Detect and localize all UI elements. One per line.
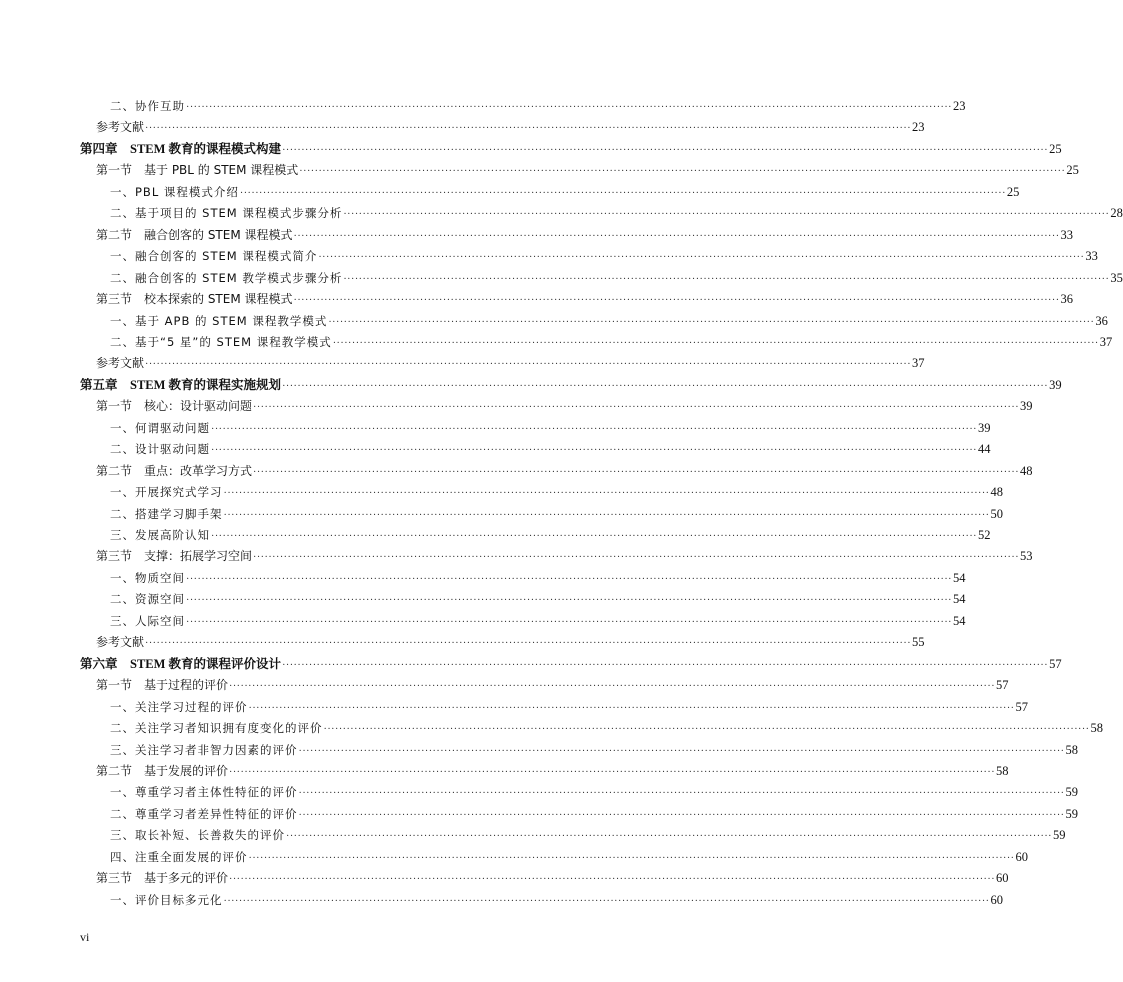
toc-entry-page: 48 bbox=[990, 485, 1004, 500]
toc-entry[interactable] bbox=[110, 203, 1123, 223]
dot-leader: ········································································································································································································ bbox=[186, 595, 953, 607]
dot-leader: ········································································································································································································ bbox=[293, 230, 1060, 242]
toc-entry-page: 39 bbox=[1020, 399, 1033, 414]
toc-entry-title: 四、注重全面发展的评价 bbox=[110, 849, 248, 864]
toc-entry-page: 39 bbox=[978, 420, 991, 435]
toc-entry-title: 第一节 核心：设计驱动问题 bbox=[96, 399, 253, 414]
toc-entry-title: 二、关注学习者知识拥有度变化的评价 bbox=[110, 721, 323, 736]
toc-entry[interactable] bbox=[110, 825, 1066, 845]
toc-entry-title: 二、尊重学习者差异性特征的评价 bbox=[110, 806, 298, 821]
dot-leader: ········································································································································································································ bbox=[229, 766, 996, 778]
toc-entry-page: 39 bbox=[1049, 377, 1062, 392]
toc-entry[interactable] bbox=[96, 461, 1033, 481]
toc-entry[interactable] bbox=[110, 182, 1020, 202]
toc-entry-page: 52 bbox=[978, 528, 991, 542]
toc-entry-title: 二、融合创客的 STEM 教学模式步骤分析 bbox=[110, 270, 343, 285]
toc-entry[interactable] bbox=[110, 246, 1098, 266]
toc-entry[interactable] bbox=[110, 847, 1029, 867]
toc-entry[interactable] bbox=[96, 396, 1033, 416]
dot-leader: ········································································································································································································ bbox=[145, 638, 912, 650]
toc-entry-page: 58 bbox=[1065, 742, 1079, 757]
toc-entry-title: 第三节 基于多元的评价 bbox=[96, 871, 229, 886]
toc-entry[interactable] bbox=[96, 761, 1009, 781]
dot-leader: ········································································································································································································ bbox=[332, 337, 1099, 349]
toc-entry-page: 35 bbox=[1110, 270, 1123, 285]
toc-entry[interactable] bbox=[110, 525, 991, 545]
dot-leader: ········································································································································································································ bbox=[253, 466, 1020, 478]
toc-entry-title: 二、资源空间 bbox=[110, 592, 185, 607]
toc-entry[interactable] bbox=[110, 96, 966, 116]
toc-entry-title: 第五章 STEM 教育的课程实施规划 bbox=[80, 377, 282, 392]
toc-entry-page: 37 bbox=[912, 356, 925, 371]
dot-leader: ········································································································································································································ bbox=[318, 252, 1085, 264]
dot-leader: ········································································································································································································ bbox=[343, 209, 1110, 221]
toc-entry[interactable] bbox=[110, 268, 1123, 288]
toc-entry[interactable] bbox=[96, 868, 1009, 888]
dot-leader: ········································································································································································································ bbox=[211, 423, 978, 435]
dot-leader: ········································································································································································································ bbox=[239, 187, 1006, 199]
dot-leader: ········································································································································································································ bbox=[229, 874, 996, 886]
dot-leader: ········································································································································································································ bbox=[282, 144, 1049, 156]
toc-entry-page: 33 bbox=[1060, 227, 1074, 242]
dot-leader: ········································································································································································································ bbox=[211, 445, 978, 457]
toc-entry-title: 三、发展高阶认知 bbox=[110, 528, 210, 542]
dot-leader: ········································································································································································································ bbox=[298, 788, 1065, 800]
toc-entry-title: 一、PBL 课程模式介绍 bbox=[110, 184, 239, 199]
toc-entry[interactable] bbox=[80, 375, 1062, 395]
toc-entry-page: 55 bbox=[912, 635, 925, 650]
toc-entry-page: 25 bbox=[1049, 141, 1062, 156]
toc-entry-title: 第三节 支撑：拓展学习空间 bbox=[96, 549, 253, 564]
toc-entry-page: 28 bbox=[1110, 206, 1123, 221]
toc-entry-title: 一、物质空间 bbox=[110, 570, 185, 585]
dot-leader: ········································································································································································································ bbox=[186, 616, 953, 628]
toc-entry-title: 二、基于“5 星”的 STEM 课程教学模式 bbox=[110, 334, 332, 349]
dot-leader: ········································································································································································································ bbox=[223, 509, 990, 521]
toc-entry-title: 参考文献 bbox=[96, 120, 145, 135]
dot-leader: ········································································································································································································ bbox=[248, 852, 1015, 864]
toc-entry[interactable] bbox=[110, 740, 1079, 760]
toc-entry[interactable] bbox=[110, 482, 1004, 502]
toc-entry-page: 23 bbox=[953, 99, 966, 113]
toc-entry-page: 53 bbox=[1020, 549, 1033, 564]
toc-entry-title: 一、开展探究式学习 bbox=[110, 485, 223, 500]
toc-entry[interactable] bbox=[110, 890, 1004, 910]
toc-entry[interactable] bbox=[96, 160, 1079, 180]
toc-entry-title: 一、尊重学习者主体性特征的评价 bbox=[110, 785, 298, 800]
toc-entry-page: 54 bbox=[953, 613, 966, 628]
dot-leader: ········································································································································································································ bbox=[229, 681, 996, 693]
toc-entry-page: 37 bbox=[1099, 334, 1113, 349]
dot-leader: ········································································································································································································ bbox=[343, 273, 1110, 285]
dot-leader: ········································································································································································································ bbox=[211, 531, 978, 542]
toc-entry-page: 59 bbox=[1053, 828, 1066, 843]
toc-entry-title: 第六章 STEM 教育的课程评价设计 bbox=[80, 656, 282, 671]
toc-entry[interactable] bbox=[110, 568, 966, 588]
toc-entry[interactable] bbox=[110, 611, 966, 631]
toc-entry-page: 50 bbox=[990, 506, 1004, 521]
toc-entry[interactable] bbox=[110, 718, 1104, 738]
toc-entry-title: 一、基于 APB 的 STEM 课程教学模式 bbox=[110, 313, 328, 328]
toc-entry-page: 44 bbox=[978, 442, 991, 457]
dot-leader: ········································································································································································································ bbox=[223, 895, 990, 907]
toc-entry-title: 第二节 融合创客的 STEM 课程模式 bbox=[96, 227, 293, 242]
toc-entry[interactable] bbox=[110, 311, 1108, 331]
dot-leader: ········································································································································································································ bbox=[298, 809, 1065, 821]
toc-entry-page: 54 bbox=[953, 592, 966, 607]
toc-entry-page: 60 bbox=[1015, 849, 1029, 864]
toc-entry[interactable] bbox=[110, 332, 1113, 352]
toc-entry[interactable] bbox=[110, 697, 1029, 717]
toc-entry-page: 58 bbox=[1090, 721, 1104, 736]
toc-entry-page: 54 bbox=[953, 570, 966, 585]
dot-leader: ········································································································································································································ bbox=[248, 702, 1015, 714]
dot-leader: ········································································································································································································ bbox=[253, 402, 1020, 414]
toc-entry-page: 60 bbox=[996, 871, 1009, 886]
toc-entry[interactable] bbox=[96, 225, 1074, 245]
dot-leader: ········································································································································································································ bbox=[293, 295, 1060, 307]
dot-leader: ········································································································································································································ bbox=[186, 573, 953, 585]
dot-leader: ········································································································································································································ bbox=[253, 552, 1020, 564]
toc-entry[interactable] bbox=[80, 139, 1062, 159]
toc-entry-title: 三、人际空间 bbox=[110, 613, 185, 628]
toc-entry-title: 二、搭建学习脚手架 bbox=[110, 506, 223, 521]
dot-leader: ········································································································································································································ bbox=[145, 123, 912, 135]
toc-entry-title: 二、基于项目的 STEM 课程模式步骤分析 bbox=[110, 206, 343, 221]
toc-entry[interactable] bbox=[96, 289, 1074, 309]
dot-leader: ········································································································································································································ bbox=[298, 745, 1065, 757]
toc-entry-title: 第二节 基于发展的评价 bbox=[96, 763, 229, 778]
toc-entry[interactable] bbox=[96, 117, 925, 137]
toc-entry[interactable] bbox=[110, 504, 1004, 524]
toc-entry-title: 第一节 基于 PBL 的 STEM 课程模式 bbox=[96, 163, 299, 178]
toc-entry-title: 三、取长补短、长善救失的评价 bbox=[110, 828, 285, 843]
toc-entry-page: 57 bbox=[1015, 699, 1029, 714]
toc-entry[interactable] bbox=[110, 589, 966, 609]
dot-leader: ········································································································································································································ bbox=[282, 659, 1049, 671]
toc-entry-title: 第三节 校本探索的 STEM 课程模式 bbox=[96, 292, 293, 307]
dot-leader: ········································································································································································································ bbox=[328, 316, 1095, 328]
page-number-footer: vi bbox=[80, 930, 90, 944]
toc-entry-title: 一、何谓驱动问题 bbox=[110, 420, 210, 435]
toc-entry[interactable] bbox=[96, 632, 925, 652]
toc-entry-title: 参考文献 bbox=[96, 635, 145, 650]
dot-leader: ········································································································································································································ bbox=[145, 359, 912, 371]
toc-entry-page: 48 bbox=[1020, 463, 1033, 478]
toc-entry-page: 59 bbox=[1065, 785, 1079, 800]
toc-entry[interactable] bbox=[96, 353, 925, 373]
toc-entry-page: 57 bbox=[996, 678, 1009, 693]
toc-entry-title: 一、评价目标多元化 bbox=[110, 892, 223, 907]
toc-entry-page: 33 bbox=[1085, 249, 1098, 264]
toc-entry-title: 一、关注学习过程的评价 bbox=[110, 699, 248, 714]
toc-entry-title: 第二节 重点：改革学习方式 bbox=[96, 463, 253, 478]
toc-entry-title: 一、融合创客的 STEM 课程模式简介 bbox=[110, 249, 318, 264]
toc-entry[interactable] bbox=[110, 782, 1079, 802]
toc-entry[interactable] bbox=[110, 804, 1079, 824]
toc-entry[interactable] bbox=[96, 546, 1033, 566]
toc-entry-page: 25 bbox=[1006, 184, 1020, 199]
dot-leader: ········································································································································································································ bbox=[223, 488, 990, 500]
dot-leader: ········································································································································································································ bbox=[299, 166, 1066, 178]
toc-entry-title: 二、协作互助 bbox=[110, 99, 185, 113]
dot-leader: ········································································································································································································ bbox=[282, 380, 1049, 392]
dot-leader: ········································································································································································································ bbox=[186, 102, 953, 113]
toc-entry-title: 参考文献 bbox=[96, 356, 145, 371]
dot-leader: ········································································································································································································ bbox=[323, 724, 1090, 736]
toc-entry-title: 第四章 STEM 教育的课程模式构建 bbox=[80, 141, 282, 156]
toc-entry[interactable] bbox=[80, 654, 1062, 674]
toc-entry[interactable] bbox=[110, 418, 991, 438]
toc-entry-page: 58 bbox=[996, 763, 1009, 778]
toc-entry[interactable] bbox=[110, 439, 991, 459]
toc-entry-page: 60 bbox=[990, 892, 1004, 907]
toc-entry-title: 三、关注学习者非智力因素的评价 bbox=[110, 742, 298, 757]
dot-leader: ········································································································································································································ bbox=[286, 831, 1053, 843]
toc-entry-title: 二、设计驱动问题 bbox=[110, 442, 210, 457]
toc-entry-page: 25 bbox=[1066, 163, 1079, 178]
toc-entry-title: 第一节 基于过程的评价 bbox=[96, 678, 229, 693]
toc-entry-page: 36 bbox=[1095, 313, 1108, 328]
toc-entry-page: 23 bbox=[912, 120, 925, 135]
toc-entry-page: 59 bbox=[1065, 806, 1079, 821]
toc-entry-page: 36 bbox=[1060, 292, 1074, 307]
toc-entry-page: 57 bbox=[1049, 656, 1062, 671]
toc-entry[interactable] bbox=[96, 675, 1009, 695]
